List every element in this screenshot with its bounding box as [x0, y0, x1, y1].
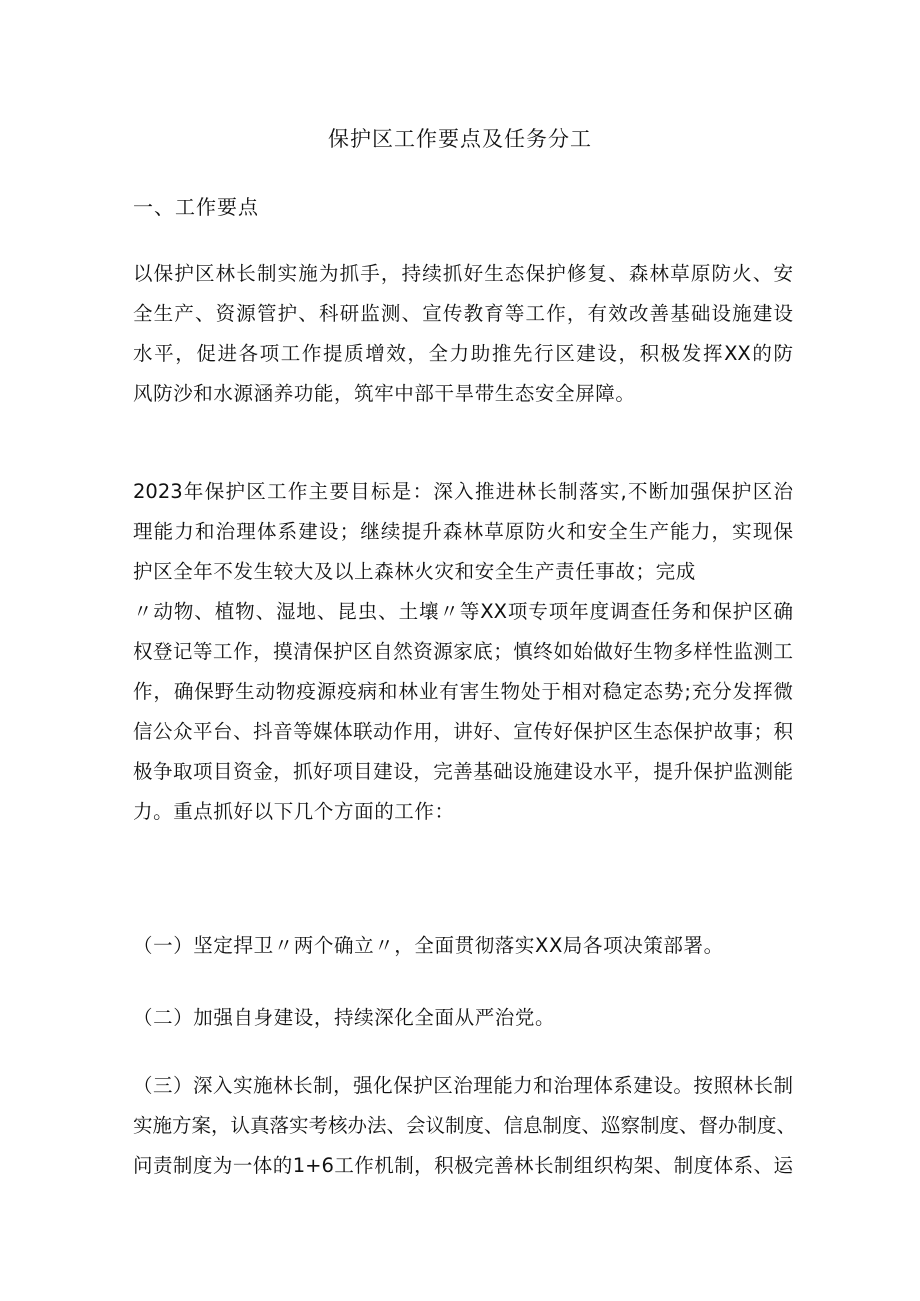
paragraph-2023-goals [133, 472, 793, 832]
paragraph-line: 风防沙和水源涵养功能，筑牢中部干旱带生态安全屏障。 [133, 382, 636, 405]
paragraph-line: 2023年保护区工作主要目标是：深入推进林长制落实,不断加强保护区治 [133, 480, 793, 503]
paragraph-line: 问责制度为一体的1+6工作机制，积极完善林长制组织构架、制度体系、运 [133, 1154, 793, 1177]
paragraph-line: 护区全年不发生较大及以上森林火灾和安全生产责任事故；完成 [133, 560, 696, 583]
paragraph-line: 权登记等工作，摸清保护区自然资源家底；慎终如始做好生物多样性监测工 [133, 640, 793, 663]
paragraph-item-2 [133, 998, 793, 1038]
paragraph-line: 信公众平台、抖音等媒体联动作用，讲好、宣传好保护区生态保护故事；积 [133, 720, 793, 743]
paragraph-line: （二）加强自身建设，持续深化全面从严治党。 [133, 1006, 556, 1029]
paragraph-line: 极争取项目资金，抓好项目建设，完善基础设施建设水平，提升保护监测能 [133, 760, 793, 783]
paragraph-item-1 [133, 926, 793, 966]
paragraph-line: 以保护区林长制实施为抓手，持续抓好生态保护修复、森林草原防火、安 [133, 262, 793, 285]
section-heading-work-points: 一、工作要点 [133, 195, 259, 219]
paragraph-line: （一）坚定捍卫〃两个确立〃，全面贯彻落实XX局各项决策部署。 [133, 934, 724, 957]
paragraph-line: 全生产、资源管护、科研监测、宣传教育等工作，有效改善基础设施建设 [133, 302, 793, 325]
paragraph-line: （三）深入实施林长制，强化保护区治理能力和治理体系建设。按照林长制 [133, 1074, 793, 1097]
paragraph-line: 理能力和治理体系建设；继续提升森林草原防火和安全生产能力，实现保 [133, 520, 793, 543]
paragraph-line: 实施方案，认真落实考核办法、会议制度、信息制度、巡察制度、督办制度、 [133, 1114, 797, 1137]
paragraph-line: 〃动物、植物、湿地、昆虫、土壤〃等XX项专项年度调查任务和保护区确 [133, 600, 793, 623]
paragraph-line: 水平，促进各项工作提质增效，全力助推先行区建设，积极发挥XX的防 [133, 342, 793, 365]
paragraph-line: 作，确保野生动物疫源疫病和林业有害生物处于相对稳定态势;充分发挥微 [133, 680, 793, 703]
paragraph-item-3 [133, 1066, 797, 1186]
paragraph-line: 力。重点抓好以下几个方面的工作： [133, 800, 455, 823]
paragraph-overview [133, 254, 793, 414]
document-title: 保护区工作要点及任务分工 [328, 127, 592, 151]
